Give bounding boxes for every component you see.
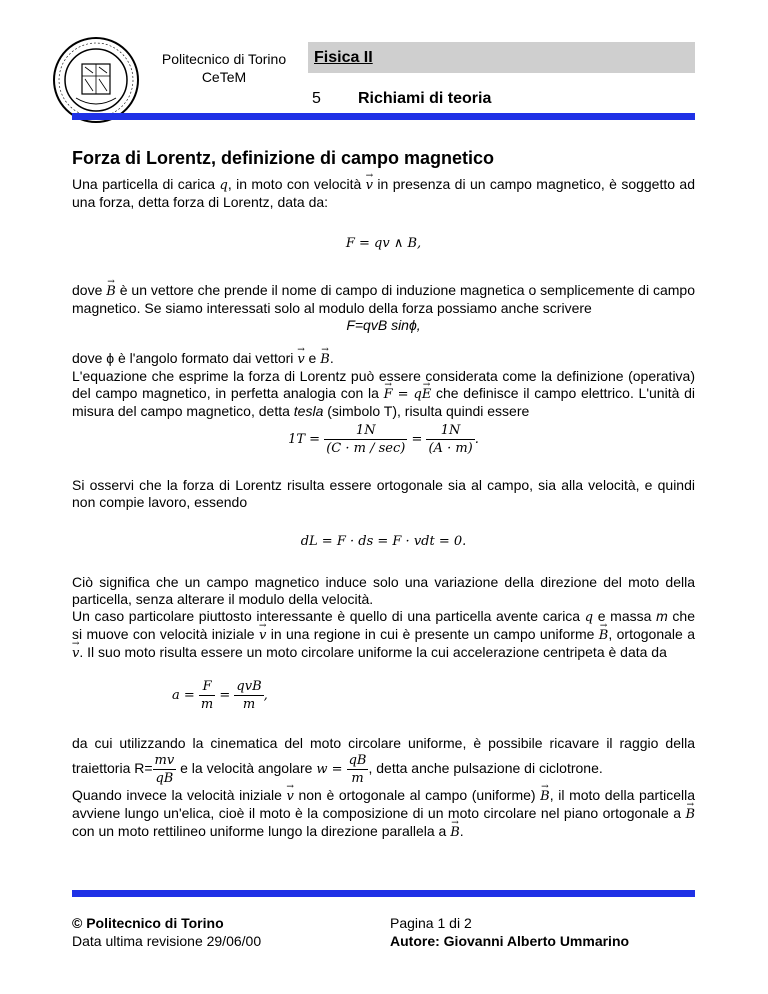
footer-revision-date: Data ultima revisione 29/06/00 [72, 933, 262, 949]
course-title: Fisica II [314, 49, 373, 66]
paragraph-7: Un caso particolare piuttosto interessante è quello di una particella avente carica q e massa m che si muove con velocità iniziale → v in una regione in cui è presente un campo uniforme → B, ortogonale a → v. Il suo moto risulta essere un moto circolare uniforme la cui accelerazione centripeta è data da [72, 608, 695, 662]
equation-tesla-unit: 1T = $\frac{1N}{(C \cdot m / \sec)}$ = $\frac{1N}{(A \cdot m)}$ . [288, 423, 479, 456]
section-heading: Forza di Lorentz, definizione di campo magnetico [72, 148, 495, 168]
equation-centripetal: a = $\frac{F}{m}$ = $\frac{\text{qvB}}{m}$ , [172, 679, 268, 712]
document-body [72, 148, 695, 841]
paragraph-5: Si osservi che la forza di Lorentz risulta essere ortogonale sia al campo, sia alla velocità, e quindi non compie lavoro, essendo [72, 477, 695, 510]
paragraph-1: Una particella di carica q, in moto con velocità → v in presenza di un campo magnetico, è soggetto ad una forza, detta forza di Lorentz, data da: [72, 176, 695, 211]
institution-name [150, 50, 298, 86]
equation-force-modulus: F=qvB sinϕ, [346, 317, 421, 333]
footer-copyright: © Politecnico di Torino [72, 915, 224, 931]
equation-work-zero: dL = F · ds = F · vdt = 0. [300, 534, 467, 549]
footer-author: Autore: Giovanni Alberto Ummarino [390, 933, 630, 949]
chapter-title: Richiami di teoria [358, 90, 492, 107]
paragraph-9: Quando invece la velocità iniziale → v non è ortogonale al campo (uniforme) → B, il moto della particella avviene lungo un'elica, cioè il moto è la composizione di un moto circolare nel piano ortogonale a → B con un moto rettilineo uniforme lungo la direzione parallela a → B. [72, 787, 695, 841]
paragraph-6: Ciò significa che un campo magnetico induce solo una variazione della direzione del moto della particella, senza alterare il modulo della velocità. [72, 574, 695, 607]
paragraph-3: dove ϕ è l'angolo formato dai vettori → v e → B. [72, 350, 695, 368]
politecnico-seal-logo [52, 36, 140, 124]
equation-lorentz-force: F = qv ∧ B, [345, 236, 422, 251]
institution-line1: Politecnico di Torino [161, 51, 287, 67]
chapter-number: 5 [312, 90, 321, 107]
paragraph-2: dove → B è un vettore che prende il nome di campo di induzione magnetica o semplicemente di campo magnetico. Se siamo interessati solo al modulo della forza possiamo anche scrivere [72, 282, 695, 317]
header-divider [72, 113, 695, 120]
footer-right [390, 914, 629, 950]
paragraph-4: L'equazione che esprime la forza di Lorentz può essere considerata come la definizione (operativa) del campo magnetico, in perfetta analogia con la → F = q→ E che definisce il campo elettrico. L'unità di misura del campo magnetico, detta tesla (simbolo T), risulta quindi essere [72, 368, 695, 420]
paragraph-8: da cui utilizzando la cinematica del moto circolare uniforme, è possibile ricavare il raggio della traiettoria R= $\frac{mv}{qB}$ e la velocità angolare w = $\frac{qB}{m}$ , detta anche pulsazione di ciclotrone. [72, 735, 695, 786]
course-title-box [308, 42, 695, 73]
institution-line2: CeTeM [201, 69, 247, 85]
footer-left [72, 914, 261, 950]
footer-divider [72, 890, 695, 897]
footer-page-number: Pagina 1 di 2 [390, 915, 472, 931]
